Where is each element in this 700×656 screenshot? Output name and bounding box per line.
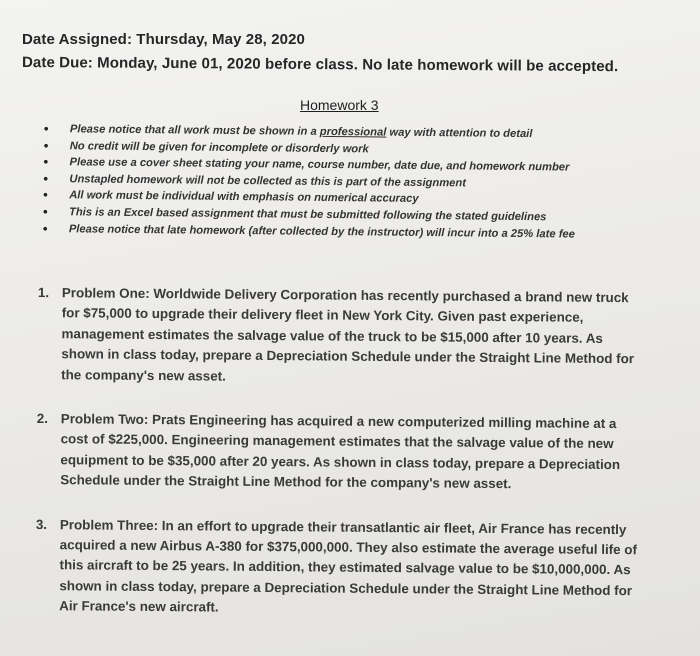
problem-text: Problem Two: Prats Engineering has acquired a new computerized milling machine at a cost of $225,000. Engineering management estimates that the salvage value of the new equipment to be $35,000 after 20 years. As shown in class today, prepare a Depreciation Schedule under the Straight Line Method for the company's new asset. <box>60 411 621 492</box>
problem-text: Problem One: Worldwide Delivery Corporation has recently purchased a brand new truck for $75,000 to upgrade their delivery fleet in New York City. Given past experience, management estimates the salvage value of the truck to be $15,000 after 10 years. As shown in class today, prepare a Depreciation Schedule under the Straight Line Method for the company's new asset. <box>61 285 635 384</box>
problem-number: 3. <box>35 516 48 532</box>
rule-text-end: way with attention to detail <box>386 126 533 141</box>
problems-list <box>35 283 678 646</box>
rule-text: This is an Excel based assignment that must be submitted following the stated guidelines <box>68 206 547 224</box>
rules-list <box>43 121 644 243</box>
page-title: Homework 3 <box>300 97 379 113</box>
rule-underlined-word: professional <box>319 125 387 139</box>
rule-text: All work must be individual with emphasis on numerical accuracy <box>69 189 419 206</box>
rule-text: Please notice that all work must be shown in a <box>69 123 320 138</box>
rule-text: Please use a cover sheet stating your name, course number, date due, and homework number <box>69 156 570 174</box>
problem-item <box>36 409 677 496</box>
problem-number: 2. <box>36 411 49 427</box>
rule-text: Unstapled homework will not be collected as this is part of the assignment <box>69 173 467 190</box>
rule-text: Please notice that late homework (after collected by the instructor) will incur into a 25% late fee <box>68 222 575 241</box>
problem-item <box>35 515 676 623</box>
date-due: Date Due: Monday, June 01, 2020 before class. No late homework will be accepted. <box>21 54 619 76</box>
problem-text: Problem Three: In an effort to upgrade their transatlantic air fleet, Air France has recently acquired a new Airbus A-380 for $375,000,000. They also estimate the average useful life of this aircraft to be 25 years. In addition, they estimated salvage value to be $10,000,000. As shown in class today, prepare a Depreciation Schedule under the Straight Line Method for Air France's new aircraft. <box>59 516 638 615</box>
date-assigned: Date Assigned: Thursday, May 28, 2020 <box>22 31 305 48</box>
problem-number: 1. <box>37 284 50 301</box>
rule-text: No credit will be given for incomplete or disorderly work <box>69 139 369 155</box>
problem-item <box>37 283 678 391</box>
header <box>22 28 682 74</box>
